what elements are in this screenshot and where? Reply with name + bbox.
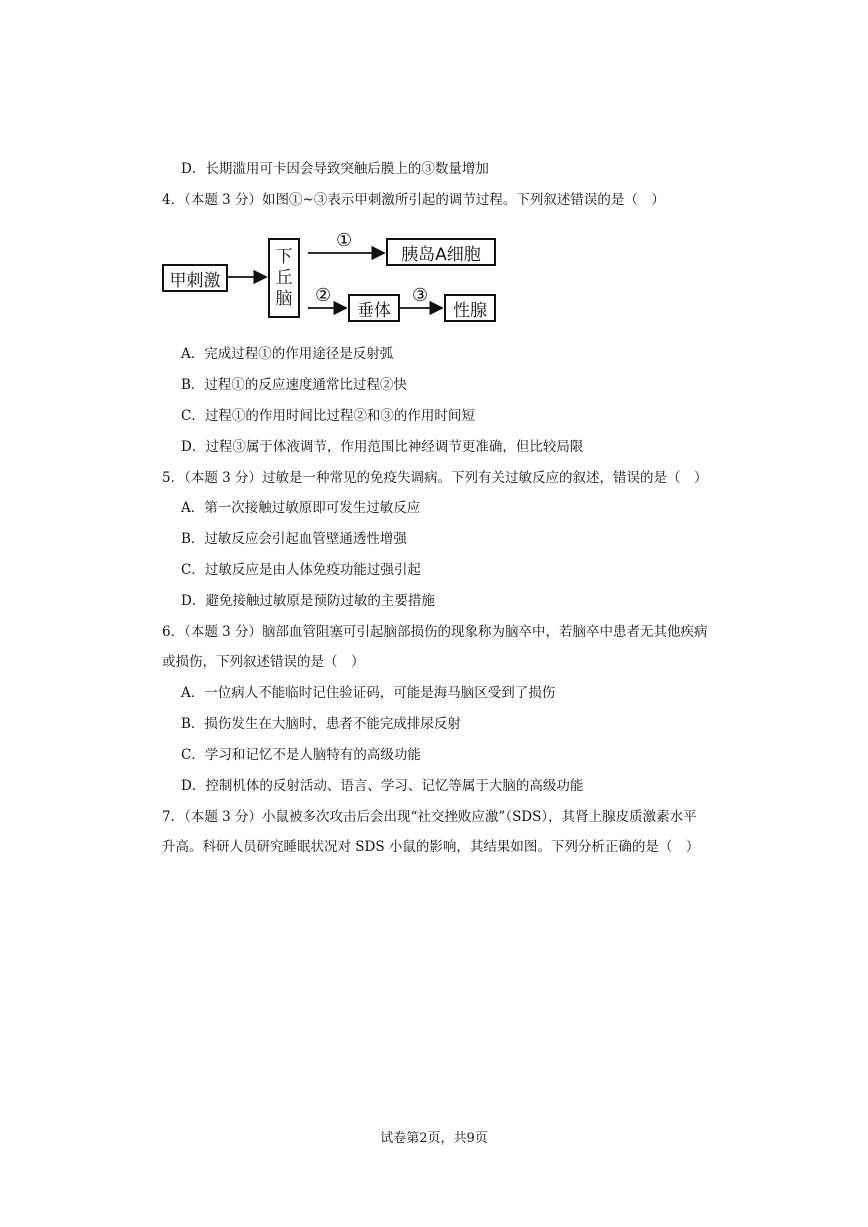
marker-1: ① [336, 230, 353, 251]
regulation-diagram [160, 230, 505, 330]
q6-option-b: B．损伤发生在大脑时，患者不能完成排尿反射 [181, 716, 461, 732]
q6-option-d: D．控制机体的反射活动、语言、学习、记忆等属于大脑的高级功能 [181, 778, 584, 794]
q4-option-a: A．完成过程①的作用途径是反射弧 [181, 346, 394, 362]
question-6-stem-line-1: 6．（本题 3 分）脑部血管阻塞可引起脑部损伤的现象称为脑卒中，若脑卒中患者无其他疾病 [162, 624, 708, 640]
hypothalamus-box [268, 238, 300, 318]
q5-option-a: A．第一次接触过敏原即可发生过敏反应 [181, 500, 421, 516]
q6-option-a: A．一位病人不能临时记住验证码，可能是海马脑区受到了损伤 [181, 685, 556, 701]
hypothalamus-char-3: 脑 [275, 288, 293, 309]
pituitary-box: 垂体 [348, 294, 400, 322]
question-7-stem-line-1: 7．（本题 3 分）小鼠被多次攻击后会出现“社交挫败应激”（SDS），其肾上腺皮质激素水平 [162, 809, 697, 825]
question-4-stem: 4．（本题 3 分）如图①~③表示甲刺激所引起的调节过程。下列叙述错误的是（ ） [162, 192, 665, 208]
q4-option-c: C．过程①的作用时间比过程②和③的作用时间短 [181, 408, 475, 424]
question-6-stem-line-2: 或损伤，下列叙述错误的是（ ） [162, 654, 365, 670]
q5-option-b: B．过敏反应会引起血管壁通透性增强 [181, 531, 407, 547]
q4-option-b: B．过程①的反应速度通常比过程②快 [181, 377, 407, 393]
marker-2: ② [315, 285, 332, 306]
q4-option-d: D．过程③属于体液调节，作用范围比神经调节更准确，但比较局限 [181, 439, 584, 455]
stimulus-box: 甲刺激 [162, 264, 228, 292]
hypothalamus-char-2: 丘 [275, 267, 293, 288]
q6-option-c: C．学习和记忆不是人脑特有的高级功能 [181, 747, 421, 763]
islet-a-cell-box: 胰岛A细胞 [386, 238, 496, 266]
q3-option-d: D．长期滥用可卡因会导致突触后膜上的③数量增加 [181, 161, 489, 177]
question-7-stem-line-2: 升高。科研人员研究睡眠状况对 SDS 小鼠的影响，其结果如图。下列分析正确的是（ ） [162, 839, 700, 855]
gonad-box: 性腺 [444, 294, 496, 322]
hypothalamus-char-1: 下 [275, 246, 293, 267]
page-footer: 试卷第2页，共9页 [380, 1131, 488, 1146]
q5-option-c: C．过敏反应是由人体免疫功能过强引起 [181, 562, 421, 578]
q5-option-d: D．避免接触过敏原是预防过敏的主要措施 [181, 593, 435, 609]
marker-3: ③ [412, 285, 429, 306]
question-5-stem: 5．（本题 3 分）过敏是一种常见的免疫失调病。下列有关过敏反应的叙述，错误的是（ ） [162, 470, 708, 486]
